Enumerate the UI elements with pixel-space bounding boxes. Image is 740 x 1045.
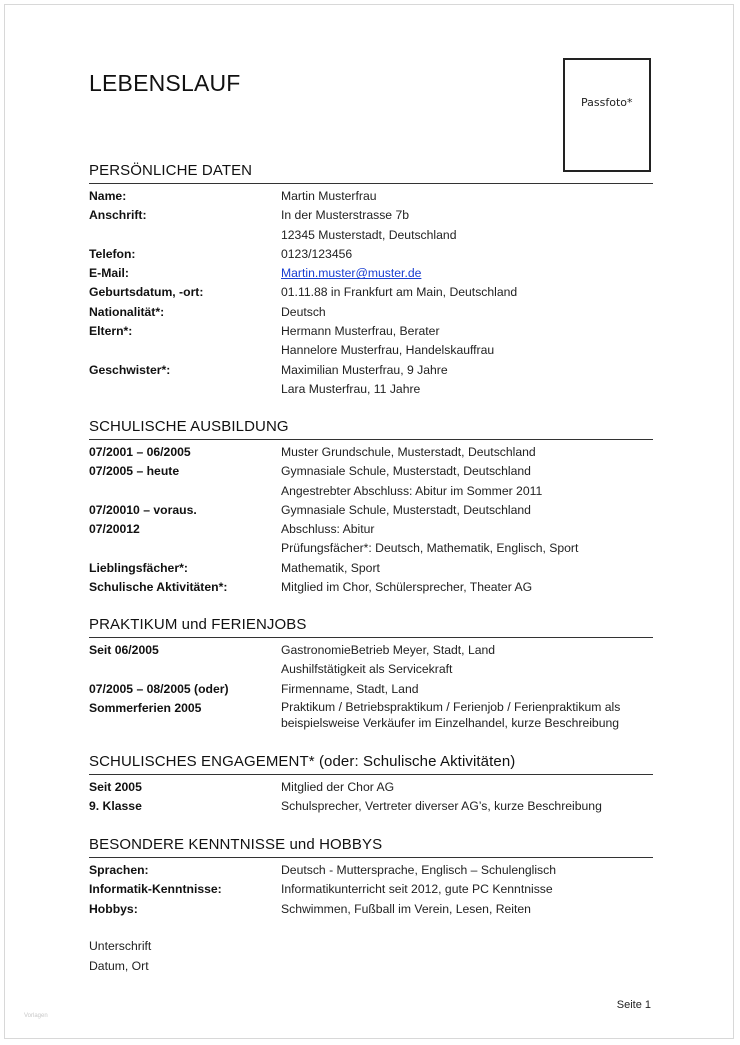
passport-photo-placeholder bbox=[563, 58, 651, 172]
row-label: Sommerferien 2005 bbox=[89, 700, 202, 715]
section-heading: PRAKTIKUM und FERIENJOBS bbox=[89, 616, 653, 638]
row-label: Sprachen: bbox=[89, 863, 149, 877]
value-line: Hannelore Musterfrau, Handelskauffrau bbox=[281, 343, 495, 358]
section-rows bbox=[89, 184, 653, 399]
row-value bbox=[281, 699, 653, 731]
row-label: E-Mail: bbox=[89, 266, 129, 281]
section-internships bbox=[89, 616, 653, 731]
section-rows bbox=[89, 858, 653, 919]
row-label: Telefon: bbox=[89, 246, 136, 261]
cv-row bbox=[89, 559, 653, 578]
value-line: Gymnasiale Schule, Musterstadt, Deutschland bbox=[281, 464, 531, 479]
value-line: Schulsprecher, Vertreter diverser AG’s, kurze Beschreibung bbox=[281, 799, 602, 814]
value-line: Angestrebter Abschluss: Abitur im Sommer 2011 bbox=[281, 483, 543, 498]
row-label: Eltern*: bbox=[89, 324, 133, 339]
value-line: Martin Musterfrau bbox=[281, 189, 377, 203]
value-line: Abschluss: Abitur bbox=[281, 522, 375, 537]
value-line: Lara Musterfrau, 11 Jahre bbox=[281, 381, 421, 396]
cv-row bbox=[89, 264, 653, 283]
row-value bbox=[281, 264, 653, 283]
value-line: Prüfungsfächer*: Deutsch, Mathematik, Englisch, Sport bbox=[281, 541, 579, 556]
cv-row bbox=[89, 283, 653, 302]
row-label: Schulische Aktivitäten*: bbox=[89, 580, 228, 595]
cv-row bbox=[89, 443, 653, 462]
value-line: Deutsch - Muttersprache, Englisch – Schulenglisch bbox=[281, 863, 557, 877]
section-heading: SCHULISCHES ENGAGEMENT* (oder: Schulische Aktivitäten) bbox=[89, 753, 653, 775]
section-skills-hobbies bbox=[89, 836, 653, 919]
value-line: GastronomieBetrieb Meyer, Stadt, Land bbox=[281, 643, 496, 657]
row-value bbox=[281, 361, 653, 400]
row-value bbox=[281, 443, 653, 462]
cv-row bbox=[89, 245, 653, 264]
cv-row bbox=[89, 900, 653, 919]
value-line: Muster Grundschule, Musterstadt, Deutschland bbox=[281, 445, 536, 459]
row-label: Name: bbox=[89, 189, 127, 203]
email-link[interactable]: Martin.muster@muster.de bbox=[281, 266, 422, 281]
section-school-engagement bbox=[89, 753, 653, 817]
cv-row bbox=[89, 680, 653, 699]
section-rows bbox=[89, 440, 653, 597]
row-value bbox=[281, 559, 653, 578]
value-line: Hermann Musterfrau, Berater bbox=[281, 324, 440, 339]
row-value bbox=[281, 206, 653, 245]
row-label: 07/20010 – voraus. 07/20012 bbox=[89, 502, 197, 537]
row-label: Lieblingsfächer*: bbox=[89, 560, 188, 575]
cv-row bbox=[89, 187, 653, 206]
row-label: 9. Klasse bbox=[89, 799, 142, 814]
value-line: Deutsch bbox=[281, 304, 326, 319]
section-rows bbox=[89, 638, 653, 731]
section-personal-data bbox=[89, 162, 653, 399]
row-value bbox=[281, 861, 653, 880]
cv-row bbox=[89, 880, 653, 899]
section-heading: SCHULISCHE AUSBILDUNG bbox=[89, 418, 653, 440]
row-label: Hobbys: bbox=[89, 901, 138, 916]
page-number: Seite 1 bbox=[616, 999, 651, 1011]
cv-row bbox=[89, 578, 653, 597]
cv-row bbox=[89, 797, 653, 816]
row-value bbox=[281, 578, 653, 597]
row-value bbox=[281, 797, 653, 816]
row-label: Geschwister*: bbox=[89, 362, 171, 377]
row-value bbox=[281, 880, 653, 899]
row-value bbox=[281, 462, 653, 501]
value-line: Mathematik, Sport bbox=[281, 560, 380, 575]
value-line: 0123/123456 bbox=[281, 246, 353, 261]
row-value bbox=[281, 322, 653, 361]
cv-row bbox=[89, 206, 653, 245]
value-line: In der Musterstrasse 7b bbox=[281, 208, 410, 223]
value-line: 01.11.88 in Frankfurt am Main, Deutschland bbox=[281, 285, 518, 300]
cv-row bbox=[89, 778, 653, 797]
section-rows bbox=[89, 775, 653, 817]
value-line: Mitglied der Chor AG bbox=[281, 780, 395, 794]
value-line: Aushilfstätigkeit als Servicekraft bbox=[281, 662, 453, 677]
photo-label: Passfoto* bbox=[581, 96, 633, 109]
row-label: Geburtsdatum, -ort: bbox=[89, 285, 204, 300]
row-value bbox=[281, 501, 653, 559]
value-line: Mitglied im Chor, Schülersprecher, Theater AG bbox=[281, 580, 533, 595]
signature-block bbox=[89, 937, 151, 976]
value-line: 12345 Musterstadt, Deutschland bbox=[281, 227, 457, 242]
row-value bbox=[281, 641, 653, 680]
cv-row bbox=[89, 501, 653, 559]
row-label: Seit 06/2005 bbox=[89, 643, 159, 657]
row-label: Nationalität*: bbox=[89, 304, 165, 319]
row-value bbox=[281, 283, 653, 302]
document-title: LEBENSLAUF bbox=[89, 70, 241, 96]
cv-row bbox=[89, 861, 653, 880]
section-heading: BESONDERE KENNTNISSE und HOBBYS bbox=[89, 836, 653, 858]
cv-row bbox=[89, 322, 653, 361]
row-label: 07/2005 – heute bbox=[89, 464, 180, 479]
cv-row bbox=[89, 462, 653, 501]
row-label: 07/2005 – 08/2005 (oder) bbox=[89, 681, 229, 696]
row-label: Seit 2005 bbox=[89, 780, 142, 794]
row-value bbox=[281, 245, 653, 264]
row-value bbox=[281, 680, 653, 699]
value-line: Firmenname, Stadt, Land bbox=[281, 681, 419, 696]
value-line: Maximilian Musterfrau, 9 Jahre bbox=[281, 362, 448, 377]
row-label: Anschrift: bbox=[89, 208, 147, 223]
row-label: 07/2001 – 06/2005 bbox=[89, 445, 191, 459]
cv-row bbox=[89, 361, 653, 400]
row-value bbox=[281, 900, 653, 919]
signature-line: Unterschrift bbox=[89, 939, 152, 953]
value-line: beispielsweise Verkäufer im Einzelhandel, kurze Beschreibung bbox=[281, 715, 620, 730]
row-value bbox=[281, 303, 653, 322]
value-line: Informatikunterricht seit 2012, gute PC Kenntnisse bbox=[281, 882, 553, 897]
cv-row bbox=[89, 699, 653, 731]
value-line: Praktikum / Betriebspraktikum / Ferienjob / Ferienpraktikum als bbox=[281, 699, 621, 714]
cv-row bbox=[89, 303, 653, 322]
value-line: Gymnasiale Schule, Musterstadt, Deutschland bbox=[281, 502, 531, 517]
section-heading: PERSÖNLICHE DATEN bbox=[89, 162, 653, 184]
row-value bbox=[281, 187, 653, 206]
date-place-line: Datum, Ort bbox=[89, 958, 149, 973]
row-value bbox=[281, 778, 653, 797]
value-line: Schwimmen, Fußball im Verein, Lesen, Reiten bbox=[281, 901, 531, 916]
watermark: Vorlagen bbox=[24, 1013, 48, 1019]
row-label: Informatik-Kenntnisse: bbox=[89, 882, 222, 897]
cv-row bbox=[89, 641, 653, 680]
section-school-education bbox=[89, 418, 653, 597]
